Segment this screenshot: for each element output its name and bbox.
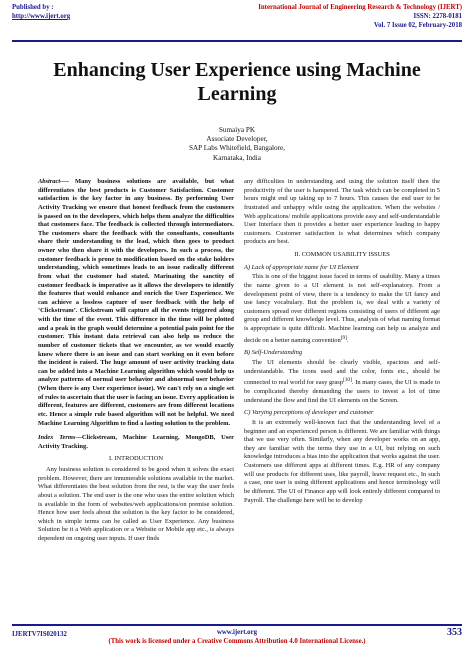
abstract: [38, 178, 234, 428]
subsection-a-text: This is one of the biggest issue faced in terms of usability. Many a times the name given to a UI element is not self-explanatory. From a development point of view, there is a tendency to make the UI fancy and use fancy vocabulary. But the problem is, we deal with a variety of customers spread over different regions consisting of users of different age group and different knowledge level. Thus, analysis of what naming format is appropriate is quite difficult. Machine learning can help us analyze and decide on a better naming convention[9].: [244, 273, 440, 344]
abstract-text: Many business solutions are available, but what differentiates the best products is Customer Satisfaction. Customer satisfaction is the key factor in any business. By performing User Activity Tracking we ensure that honest feedback from the customers is passed on to the developers, which helps them analyze the difficulties that customers face. The feedback is collected through intermediators. The customers share the feedback with the consultants, consultants share their understanding to the lead, which then goes to product owner who then share it with the developers. In such a process, the customer feedback is prone to modification based on the stake holders understanding, which sometimes leads to an issue radically different from what the customer had stated. Marinating the sanctity of customer feedback is imperative as it allows the developers to identify the features that would enhance and enrich the User Experience. We can achieve a lossless capture of user feedback with the help of ‘Clickstream’. Clickstream will capture all the events triggered along with the time of the event. This difference in the time will be plotted and a peak in the graph would determine a potential pain point for the customer. This instant data retrieval can also help us reduce the number of customer tickets that we encounter, as we would exactly know where there is an issue and can start working on it even before the incident is raised. The huge amount of user activity tracking data can be added into a Machine Learning algorithm which would help us analyze patterns of normal user behavior and abnormal user behavior (When there is any User experience issue). We can't rely on a single set of rules to ascertain that the user is facing an issue. Every application is different, features are different, customers are from different locations etc. Hence a simple rule based algorithm will not be helpful. We need Machine Learning Algorithm to find a lasting solution to the problem.: [38, 178, 234, 427]
author-name: Sumaiya PK: [218, 126, 256, 134]
page-header: [12, 3, 462, 39]
subsection-heading-a: A) Lack of appropriate name for UI Element: [244, 263, 359, 271]
section-heading-introduction: I. INTRODUCTION: [109, 455, 163, 463]
publisher-website-link[interactable]: http://www.ijert.org: [12, 13, 71, 20]
page-number: 353: [447, 627, 462, 638]
author-block: [0, 126, 474, 163]
subsection-b-body-continued: . In many cases, the UI is made to be complicated thereby demanding the users to invest a lot of time understand the flow and find the UI elements on the Screen.: [244, 379, 440, 404]
author-org: SAP Labs Whitefield, Bangalore,: [188, 144, 285, 153]
subsection-b-body: The UI elements should be clearly visible, spacious and self-understandable. The icons used and the color, fonts etc., should be connected to real world for easy grasp: [244, 359, 440, 387]
paper-code: IJERTV7IS020132: [12, 631, 67, 638]
journal-name: International Journal of Engineering Research & Technology (IJERT): [258, 4, 462, 11]
journal-volume: Vol. 7 Issue 02, February-2018: [373, 22, 462, 29]
citation-10[interactable]: [10]: [342, 377, 352, 384]
footer-center: [12, 628, 462, 646]
index-terms: [38, 434, 234, 451]
index-terms-text: —Clickstream, Machine Learning, MongoDB, User Activity Tracking.: [38, 434, 234, 450]
author-role: Associate Developer,: [206, 135, 268, 144]
introduction-text: Any business solution is considered to be good when it solves the exact problem. However, there are innumerable solutions available in the market. What differentiates the best solution from the rest, is the way the user feels about a solution. The end user is the one who uses the entire solution which is available in the form of websites/web applications/on premise solution. Hence how user feels about the solution is the key factor to be considered, which in simple terms can be called as User Experience. Any business Solution be it a Web application or a Website or Mobile app etc., is always dependent on ongoing user inputs. If user finds: [38, 466, 234, 542]
published-by: Published by :: [12, 4, 54, 11]
header-divider: [12, 40, 462, 42]
license-notice: (This work is licensed under a Creative Commons Attribution 4.0 International License.): [108, 638, 366, 645]
subsection-heading-b: B) Self-Understanding: [244, 349, 303, 357]
section-heading-usability-issues: II. COMMON USABILITY ISSUES: [294, 251, 390, 258]
introduction-continued: any difficulties in understanding and using the solution itself then the productivity of the user is hampered. The task which can be completed in 5 hours might end up taking up to 7 hours. This causes the end user to be frustrated and unhappy while using the application. When the websites / Web applications/ mobile applications provide easy and self-understandable User Interface then it provides a better user experience leading to happy customers. Customer satisfaction is what determines which company products are best.: [244, 178, 440, 246]
paper-title: Enhancing User Experience using Machine Learning: [53, 59, 421, 105]
citation-9[interactable]: [9]: [340, 334, 347, 341]
abstract-label: Abstract—-: [38, 178, 69, 185]
subsection-c-text: It is an extremely well-known fact that the understanding level of a beginner and an experienced person is different. We are familiar with things that we use very often. Similarly, when any developer works on an app, they are familiar with the terms they use in a UI, but relying on such knowledge introduces a bias into the application that works against the user. Customers use different apps at different times. E.g. HR of any company will use products for different uses, like payroll, leave request etc., In such a case, one user is using different applications and hence terminology will be different. The UI of Finance app will look entirely different compared to Payroll. The challenge here will be to develop: [244, 418, 440, 504]
subsection-heading-c: C) Varying perceptions of developer and customer: [244, 409, 374, 417]
author-place: Karnataka, India: [213, 153, 261, 162]
subsection-a-body: This is one of the biggest issue faced in terms of usability. Many a times the name given to a UI element is not self-explanatory. From a development point of view, there is a tendency to make the UI fancy and use fancy vocabulary. But the problem is, we deal with a variety of customers spread over different regions consisting of users of different age group and different knowledge level. Thus, analysis of what naming format is appropriate is quite difficult. Machine learning can help us analyze and decide on a better naming convention: [244, 273, 440, 344]
footer-divider: [12, 624, 462, 626]
index-terms-label: Index Terms: [38, 434, 76, 442]
page-footer: [12, 628, 462, 658]
right-column: [244, 178, 440, 505]
left-column: [38, 178, 234, 544]
header-publisher: [12, 3, 70, 21]
subsection-b-text: [244, 359, 440, 405]
header-journal-info: [258, 3, 462, 30]
footer-website-link[interactable]: www.ijert.org: [216, 629, 257, 636]
journal-issn: ISSN: 2278-0181: [413, 13, 462, 20]
